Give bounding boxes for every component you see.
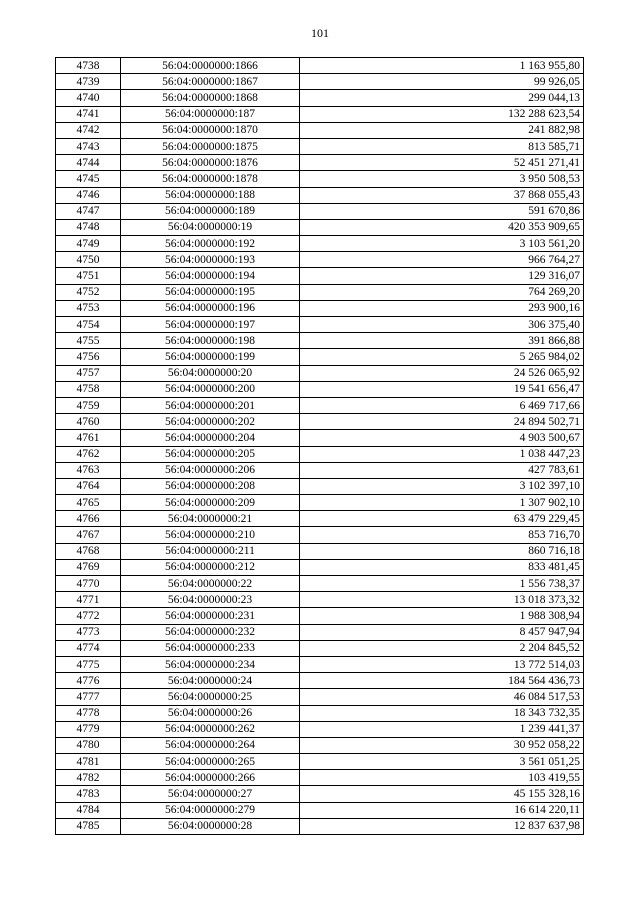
table-row bbox=[56, 786, 584, 802]
cadastral-value-cell: 241 882,98 bbox=[300, 122, 584, 138]
cadastral-value-cell: 966 764,27 bbox=[300, 252, 584, 268]
row-number-cell: 4743 bbox=[56, 138, 121, 154]
table-row bbox=[56, 90, 584, 106]
cadastral-value-cell: 184 564 436,73 bbox=[300, 673, 584, 689]
table-row bbox=[56, 349, 584, 365]
cadastral-value-cell: 420 353 909,65 bbox=[300, 219, 584, 235]
cadastral-value-cell: 13 772 514,03 bbox=[300, 656, 584, 672]
table-row bbox=[56, 737, 584, 753]
row-number-cell: 4776 bbox=[56, 673, 121, 689]
table-row bbox=[56, 576, 584, 592]
table-row bbox=[56, 252, 584, 268]
cadastral-value-cell: 46 084 517,53 bbox=[300, 689, 584, 705]
row-number-cell: 4768 bbox=[56, 543, 121, 559]
row-number-cell: 4748 bbox=[56, 219, 121, 235]
cadastral-value-cell: 391 866,88 bbox=[300, 333, 584, 349]
row-number-cell: 4738 bbox=[56, 58, 121, 74]
row-number-cell: 4764 bbox=[56, 478, 121, 494]
row-number-cell: 4757 bbox=[56, 365, 121, 381]
table-row bbox=[56, 236, 584, 252]
cadastral-number-cell: 56:04:0000000:1875 bbox=[121, 138, 300, 154]
cadastral-number-cell: 56:04:0000000:264 bbox=[121, 737, 300, 753]
cadastral-value-cell: 52 451 271,41 bbox=[300, 155, 584, 171]
cadastral-value-cell: 3 103 561,20 bbox=[300, 236, 584, 252]
row-number-cell: 4752 bbox=[56, 284, 121, 300]
cadastral-number-cell: 56:04:0000000:266 bbox=[121, 770, 300, 786]
cadastral-number-cell: 56:04:0000000:195 bbox=[121, 284, 300, 300]
page-number: 101 bbox=[311, 26, 329, 40]
row-number-cell: 4751 bbox=[56, 268, 121, 284]
row-number-cell: 4782 bbox=[56, 770, 121, 786]
table-row bbox=[56, 511, 584, 527]
row-number-cell: 4747 bbox=[56, 203, 121, 219]
table-row bbox=[56, 138, 584, 154]
cadastral-value-cell: 103 419,55 bbox=[300, 770, 584, 786]
cadastral-number-cell: 56:04:0000000:233 bbox=[121, 640, 300, 656]
cadastral-value-cell: 813 585,71 bbox=[300, 138, 584, 154]
table-row bbox=[56, 754, 584, 770]
table-row bbox=[56, 495, 584, 511]
cadastral-number-cell: 56:04:0000000:196 bbox=[121, 300, 300, 316]
cadastral-number-cell: 56:04:0000000:204 bbox=[121, 430, 300, 446]
table-row bbox=[56, 624, 584, 640]
cadastral-number-cell: 56:04:0000000:1878 bbox=[121, 171, 300, 187]
cadastral-value-cell: 764 269,20 bbox=[300, 284, 584, 300]
row-number-cell: 4756 bbox=[56, 349, 121, 365]
cadastral-value-cell: 5 265 984,02 bbox=[300, 349, 584, 365]
cadastral-value-cell: 45 155 328,16 bbox=[300, 786, 584, 802]
table-row bbox=[56, 818, 584, 834]
cadastral-number-cell: 56:04:0000000:197 bbox=[121, 317, 300, 333]
cadastral-value-cell: 4 903 500,67 bbox=[300, 430, 584, 446]
cadastral-value-table bbox=[55, 57, 584, 835]
cadastral-value-cell: 37 868 055,43 bbox=[300, 187, 584, 203]
cadastral-number-cell: 56:04:0000000:26 bbox=[121, 705, 300, 721]
row-number-cell: 4753 bbox=[56, 300, 121, 316]
row-number-cell: 4744 bbox=[56, 155, 121, 171]
cadastral-number-cell: 56:04:0000000:265 bbox=[121, 754, 300, 770]
cadastral-value-cell: 19 541 656,47 bbox=[300, 381, 584, 397]
cadastral-number-cell: 56:04:0000000:23 bbox=[121, 592, 300, 608]
cadastral-number-cell: 56:04:0000000:1876 bbox=[121, 155, 300, 171]
cadastral-number-cell: 56:04:0000000:192 bbox=[121, 236, 300, 252]
table-row bbox=[56, 656, 584, 672]
table-row bbox=[56, 640, 584, 656]
cadastral-number-cell: 56:04:0000000:210 bbox=[121, 527, 300, 543]
table-row bbox=[56, 414, 584, 430]
cadastral-value-cell: 99 926,05 bbox=[300, 74, 584, 90]
row-number-cell: 4769 bbox=[56, 559, 121, 575]
row-number-cell: 4765 bbox=[56, 495, 121, 511]
cadastral-value-cell: 1 988 308,94 bbox=[300, 608, 584, 624]
cadastral-number-cell: 56:04:0000000:194 bbox=[121, 268, 300, 284]
table-row bbox=[56, 770, 584, 786]
cadastral-value-cell: 24 894 502,71 bbox=[300, 414, 584, 430]
table-row bbox=[56, 365, 584, 381]
cadastral-number-cell: 56:04:0000000:1867 bbox=[121, 74, 300, 90]
row-number-cell: 4784 bbox=[56, 802, 121, 818]
cadastral-number-cell: 56:04:0000000:1870 bbox=[121, 122, 300, 138]
cadastral-number-cell: 56:04:0000000:20 bbox=[121, 365, 300, 381]
cadastral-number-cell: 56:04:0000000:28 bbox=[121, 818, 300, 834]
cadastral-value-cell: 1 556 738,37 bbox=[300, 576, 584, 592]
cadastral-value-cell: 13 018 373,32 bbox=[300, 592, 584, 608]
row-number-cell: 4739 bbox=[56, 74, 121, 90]
cadastral-number-cell: 56:04:0000000:202 bbox=[121, 414, 300, 430]
cadastral-number-cell: 56:04:0000000:232 bbox=[121, 624, 300, 640]
cadastral-number-cell: 56:04:0000000:206 bbox=[121, 462, 300, 478]
cadastral-value-cell: 306 375,40 bbox=[300, 317, 584, 333]
row-number-cell: 4746 bbox=[56, 187, 121, 203]
table-row bbox=[56, 802, 584, 818]
table-row bbox=[56, 721, 584, 737]
row-number-cell: 4749 bbox=[56, 236, 121, 252]
row-number-cell: 4777 bbox=[56, 689, 121, 705]
table-row bbox=[56, 268, 584, 284]
row-number-cell: 4760 bbox=[56, 414, 121, 430]
table-row bbox=[56, 543, 584, 559]
cadastral-number-cell: 56:04:0000000:234 bbox=[121, 656, 300, 672]
table-row bbox=[56, 317, 584, 333]
cadastral-number-cell: 56:04:0000000:262 bbox=[121, 721, 300, 737]
row-number-cell: 4778 bbox=[56, 705, 121, 721]
row-number-cell: 4783 bbox=[56, 786, 121, 802]
cadastral-value-cell: 12 837 637,98 bbox=[300, 818, 584, 834]
row-number-cell: 4763 bbox=[56, 462, 121, 478]
table-row bbox=[56, 106, 584, 122]
cadastral-number-cell: 56:04:0000000:212 bbox=[121, 559, 300, 575]
table-row bbox=[56, 300, 584, 316]
cadastral-value-cell: 591 670,86 bbox=[300, 203, 584, 219]
cadastral-number-cell: 56:04:0000000:200 bbox=[121, 381, 300, 397]
cadastral-value-cell: 1 307 902,10 bbox=[300, 495, 584, 511]
cadastral-number-cell: 56:04:0000000:24 bbox=[121, 673, 300, 689]
cadastral-value-cell: 6 469 717,66 bbox=[300, 397, 584, 413]
table-row bbox=[56, 689, 584, 705]
table-row bbox=[56, 430, 584, 446]
row-number-cell: 4741 bbox=[56, 106, 121, 122]
table-body bbox=[56, 58, 584, 835]
table-row bbox=[56, 203, 584, 219]
cadastral-value-cell: 3 561 051,25 bbox=[300, 754, 584, 770]
row-number-cell: 4774 bbox=[56, 640, 121, 656]
cadastral-number-cell: 56:04:0000000:209 bbox=[121, 495, 300, 511]
cadastral-value-cell: 24 526 065,92 bbox=[300, 365, 584, 381]
cadastral-value-cell: 427 783,61 bbox=[300, 462, 584, 478]
cadastral-value-cell: 3 102 397,10 bbox=[300, 478, 584, 494]
row-number-cell: 4745 bbox=[56, 171, 121, 187]
cadastral-number-cell: 56:04:0000000:279 bbox=[121, 802, 300, 818]
cadastral-number-cell: 56:04:0000000:22 bbox=[121, 576, 300, 592]
table-row bbox=[56, 592, 584, 608]
row-number-cell: 4742 bbox=[56, 122, 121, 138]
cadastral-number-cell: 56:04:0000000:211 bbox=[121, 543, 300, 559]
row-number-cell: 4754 bbox=[56, 317, 121, 333]
table-row bbox=[56, 462, 584, 478]
row-number-cell: 4779 bbox=[56, 721, 121, 737]
table-row bbox=[56, 673, 584, 689]
table-row bbox=[56, 446, 584, 462]
cadastral-number-cell: 56:04:0000000:25 bbox=[121, 689, 300, 705]
cadastral-number-cell: 56:04:0000000:205 bbox=[121, 446, 300, 462]
table-row bbox=[56, 333, 584, 349]
cadastral-value-cell: 16 614 220,11 bbox=[300, 802, 584, 818]
row-number-cell: 4781 bbox=[56, 754, 121, 770]
cadastral-value-cell: 2 204 845,52 bbox=[300, 640, 584, 656]
cadastral-number-cell: 56:04:0000000:1866 bbox=[121, 58, 300, 74]
cadastral-value-cell: 299 044,13 bbox=[300, 90, 584, 106]
cadastral-number-cell: 56:04:0000000:198 bbox=[121, 333, 300, 349]
cadastral-value-cell: 132 288 623,54 bbox=[300, 106, 584, 122]
row-number-cell: 4740 bbox=[56, 90, 121, 106]
cadastral-number-cell: 56:04:0000000:208 bbox=[121, 478, 300, 494]
table-row bbox=[56, 284, 584, 300]
cadastral-value-cell: 129 316,07 bbox=[300, 268, 584, 284]
table-row bbox=[56, 171, 584, 187]
row-number-cell: 4758 bbox=[56, 381, 121, 397]
row-number-cell: 4770 bbox=[56, 576, 121, 592]
cadastral-value-cell: 8 457 947,94 bbox=[300, 624, 584, 640]
cadastral-number-cell: 56:04:0000000:201 bbox=[121, 397, 300, 413]
cadastral-number-cell: 56:04:0000000:187 bbox=[121, 106, 300, 122]
table-row bbox=[56, 155, 584, 171]
row-number-cell: 4755 bbox=[56, 333, 121, 349]
cadastral-value-cell: 18 343 732,35 bbox=[300, 705, 584, 721]
cadastral-value-cell: 3 950 508,53 bbox=[300, 171, 584, 187]
cadastral-value-cell: 1 038 447,23 bbox=[300, 446, 584, 462]
table-row bbox=[56, 74, 584, 90]
row-number-cell: 4773 bbox=[56, 624, 121, 640]
row-number-cell: 4767 bbox=[56, 527, 121, 543]
cadastral-number-cell: 56:04:0000000:193 bbox=[121, 252, 300, 268]
cadastral-value-cell: 30 952 058,22 bbox=[300, 737, 584, 753]
cadastral-value-cell: 833 481,45 bbox=[300, 559, 584, 575]
cadastral-number-cell: 56:04:0000000:19 bbox=[121, 219, 300, 235]
cadastral-number-cell: 56:04:0000000:188 bbox=[121, 187, 300, 203]
table-row bbox=[56, 397, 584, 413]
row-number-cell: 4750 bbox=[56, 252, 121, 268]
cadastral-number-cell: 56:04:0000000:231 bbox=[121, 608, 300, 624]
table-row bbox=[56, 705, 584, 721]
cadastral-value-cell: 1 163 955,80 bbox=[300, 58, 584, 74]
row-number-cell: 4775 bbox=[56, 656, 121, 672]
cadastral-value-cell: 853 716,70 bbox=[300, 527, 584, 543]
table-row bbox=[56, 559, 584, 575]
cadastral-value-cell: 1 239 441,37 bbox=[300, 721, 584, 737]
cadastral-number-cell: 56:04:0000000:1868 bbox=[121, 90, 300, 106]
table-row bbox=[56, 527, 584, 543]
row-number-cell: 4771 bbox=[56, 592, 121, 608]
table-row bbox=[56, 381, 584, 397]
table-row bbox=[56, 122, 584, 138]
table-row bbox=[56, 608, 584, 624]
row-number-cell: 4759 bbox=[56, 397, 121, 413]
cadastral-number-cell: 56:04:0000000:199 bbox=[121, 349, 300, 365]
cadastral-number-cell: 56:04:0000000:189 bbox=[121, 203, 300, 219]
row-number-cell: 4762 bbox=[56, 446, 121, 462]
row-number-cell: 4780 bbox=[56, 737, 121, 753]
cadastral-value-cell: 293 900,16 bbox=[300, 300, 584, 316]
cadastral-number-cell: 56:04:0000000:21 bbox=[121, 511, 300, 527]
row-number-cell: 4772 bbox=[56, 608, 121, 624]
row-number-cell: 4761 bbox=[56, 430, 121, 446]
cadastral-value-cell: 63 479 229,45 bbox=[300, 511, 584, 527]
cadastral-value-cell: 860 716,18 bbox=[300, 543, 584, 559]
row-number-cell: 4766 bbox=[56, 511, 121, 527]
table-row bbox=[56, 219, 584, 235]
cadastral-number-cell: 56:04:0000000:27 bbox=[121, 786, 300, 802]
table-row bbox=[56, 58, 584, 74]
row-number-cell: 4785 bbox=[56, 818, 121, 834]
table-row bbox=[56, 187, 584, 203]
table-row bbox=[56, 478, 584, 494]
